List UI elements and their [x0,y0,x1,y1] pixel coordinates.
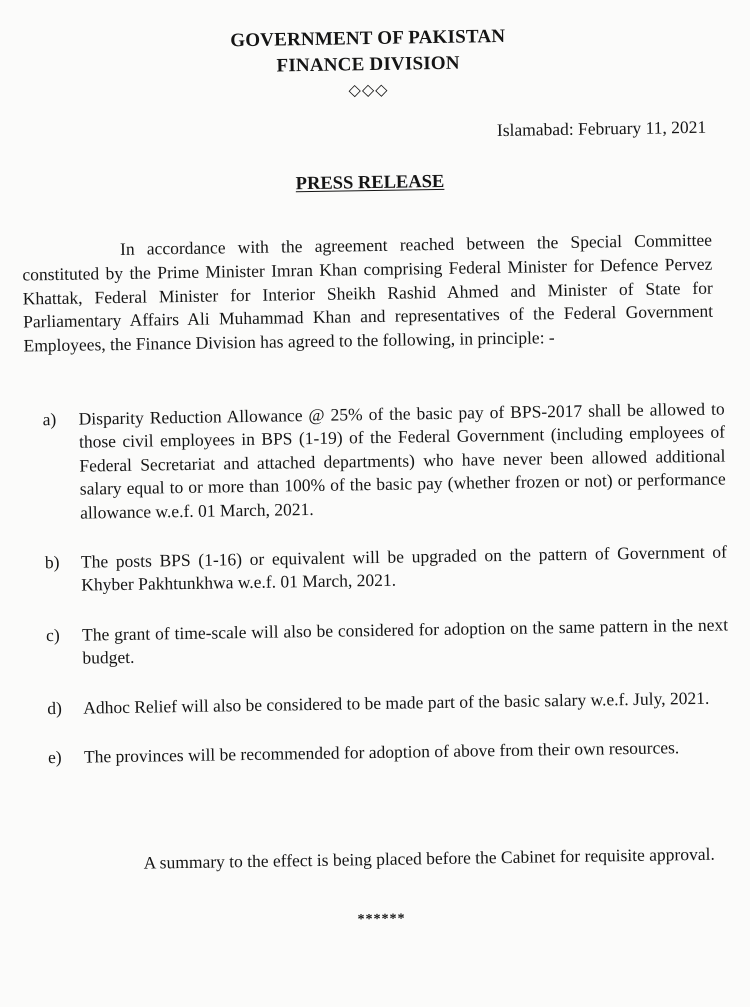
list-item-text: The posts BPS (1-16) or equivalent will be upgraded on the pattern of Government of Khyber Pakhtunkhwa w.e.f. 01 March, 2021. [80,541,728,596]
list-item [45,541,728,599]
list-item-marker: a) [42,408,57,430]
list-item-marker: b) [44,551,60,573]
list-item-text: The provinces will be recommended for adoption of above from their own resources. [83,737,680,767]
document-title: PRESS RELEASE [295,171,445,195]
list-item-text: Disparity Reduction Allowance @ 25% of the basic pay of BPS-2017 shall be allowed to those civil employees in BPS (1-19) of the Federal Government (including employees of Federal Secretariat and attached departments) who have never been allowed additional salary equal to or more than 100% of the basic pay (whether frozen or not) or performance allowance w.e.f. 01 March, 2021. [78,398,726,523]
list-item [47,686,729,720]
intro-paragraph: In accordance with the agreement reached between the Special Committee constituted by the Prime Minister Imran Khan comprising Federal Minister for Defence Pervez Khattak, Federal Minister for Interior Sheikh Rashid Ahmed and Minister of State for Parliamentary Affairs Ali Muhammad Khan and representatives of the Federal Government Employees, the Finance Division has agreed to the following, in principle: - [22,229,714,356]
list-item [43,397,727,525]
list-item-marker: c) [45,624,60,646]
closing-paragraph: A summary to the effect is being placed before the Cabinet for requisite approval. [143,843,715,873]
dateline: Islamabad: February 11, 2021 [496,116,707,141]
division-heading: FINANCE DIVISION [276,52,460,77]
government-heading: GOVERNMENT OF PAKISTAN [230,25,506,52]
list-item-text: Adhoc Relief will also be considered to be made part of the basic salary w.e.f. July, 2021. [83,687,710,718]
list-item-marker: e) [47,747,62,768]
end-mark: ****** [357,911,406,928]
list-item [46,613,729,671]
list-item-marker: d) [47,697,62,718]
list-item-text: The grant of time-scale will also be considered for adoption on the same pattern in the next budget. [81,614,729,668]
heading-ornament: ◇◇◇ [348,81,389,100]
list-item [48,736,730,770]
decision-list [43,397,731,769]
